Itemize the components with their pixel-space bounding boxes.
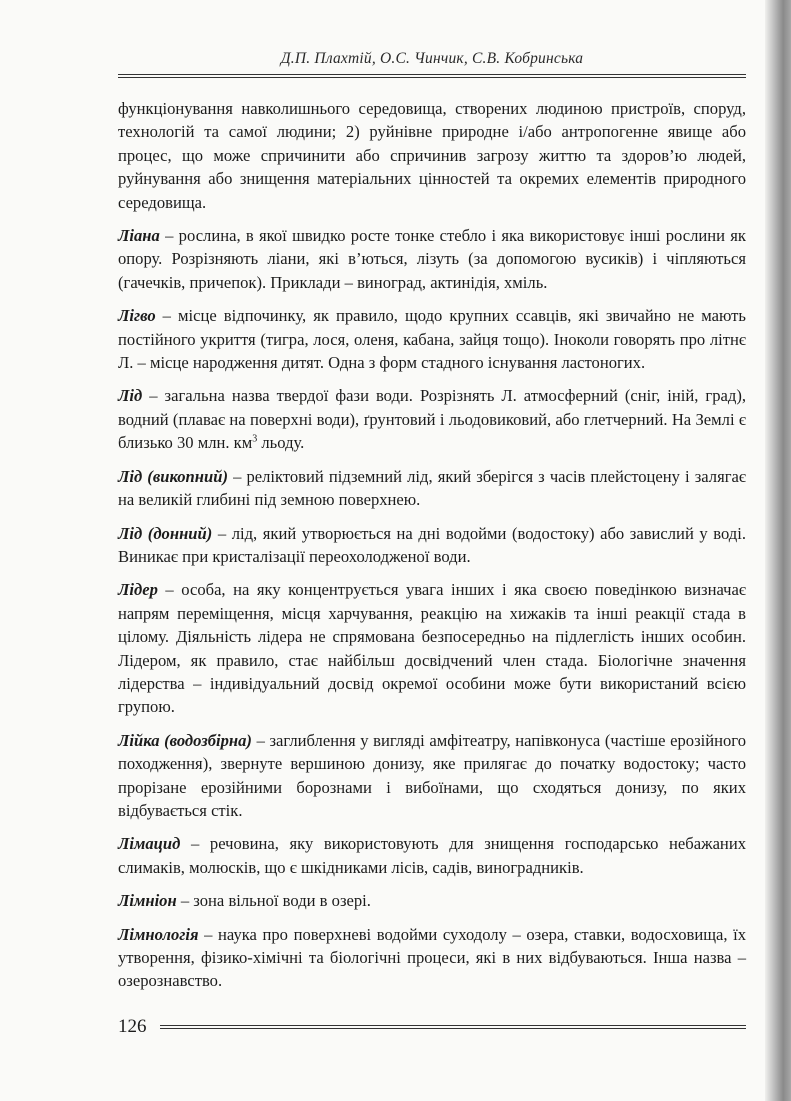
entry-ligvo: [118, 304, 746, 374]
entry-liika: [118, 729, 746, 823]
superscript: 3: [252, 433, 258, 445]
entry-limnion: [118, 889, 746, 912]
running-title: Д.П. Плахтій, О.С. Чинчик, С.В. Кобринська: [280, 50, 584, 67]
entry-liana: [118, 224, 746, 294]
entry-definition: – наука про поверхневі водойми суходолу – озера, ставки, водосховища, їх утворення, фізико-хімічні та біологічні процеси, які в них відбуваються. Інша назва – озерознавство.: [118, 924, 746, 991]
entry-lid-vykopnyi: [118, 465, 746, 512]
entry-term: Лімацид: [118, 834, 181, 854]
entry-definition: – лід, який утворюється на дні водойми (водостоку) або завислий у воді. Виникає при кристалізації переохолодженої води.: [118, 523, 746, 566]
page-gutter-shadow: [765, 0, 791, 1101]
entry-term: Лігво: [118, 306, 156, 326]
entry-term: Лімнологія: [118, 924, 199, 944]
entry-definition: – особа, на яку концентрується увага інших і яка своєю поведінкою визначає напрям переміщення, місця харчування, реакцію на хижаків та інші реакції стада в цілому. Діяльність лідера не спрямована безпосередньо на підлеглість інших особин. Лідером, як правило, стає найбільш досвідчений член стада. Біологічне значення лідерства – індивідуальний досвід окремої особини може бути використаний всією групою.: [118, 580, 746, 717]
entry-term: Лід (викопний): [118, 466, 228, 486]
entry-limatsyd: [118, 832, 746, 879]
page-footer: [118, 1016, 746, 1038]
entry-term: Лімніон: [118, 891, 177, 911]
entry-definition: – рослина, в якої швидко росте тонке стебло і яка використовує інші рослини як опору. Розрізняють ліани, які в’ються, лізуть (за допомогою вусиків) і чіпляються (гачечків, причепок). Приклади – виноград, актинідія, хміль.: [118, 226, 746, 292]
header-double-rule: [118, 74, 746, 78]
entry-lider: [118, 578, 746, 718]
entry-lid-donnyi: [118, 522, 746, 569]
entry-definition: – речовина, яку використовують для знищення господарсько небажаних слимаків, молюсків, що є шкідниками лісів, садів, виноградників.: [118, 834, 746, 877]
entry-term: Лід: [118, 386, 143, 406]
entry-definition: – зона вільної води в озері.: [176, 891, 371, 911]
entry-definition: – реліктовий підземний лід, який зберігся з часів плейстоцену і залягає на великій глибині під земною поверхнею.: [118, 466, 746, 510]
entry-limnolohiia: [118, 923, 746, 993]
entry-lid: [118, 384, 746, 454]
entry-term: Лідер: [118, 580, 158, 600]
entry-definition-tail: льоду.: [257, 433, 305, 453]
entry-term: Лійка (водозбірна): [118, 730, 252, 750]
entry-definition: – заглиблення у вигляді амфітеатру, напівконуса (частіше ерозійного походження), звернуте вершиною донизу, яке прилягає до початку водостоку; часто прорізане ерозійними борознами і вибоїнами, що сходяться донизу, по яких відбувається стік.: [118, 730, 746, 820]
entry-definition: – місце відпочинку, як правило, щодо крупних ссавців, які звичайно не мають постійного укриття (тигра, лося, оленя, кабана, зайця тощо). Іноколи говорять про літнє Л. – місце народження дитят. Одна з форм стадного існування ластоногих.: [118, 306, 746, 373]
page-number: 126: [118, 1016, 147, 1037]
entry-definition: – загальна назва твердої фази води. Розрізнять Л. атмосферний (сніг, іній, град), водний (плаває на поверхні води), ґрунтовий і льодовиковий, або глетчерний. На Землі є близько 30 млн. км: [118, 386, 746, 453]
dictionary-body: [118, 97, 746, 1003]
intro-continuation: функціонування навколишнього середовища, створених людиною пристроїв, споруд, технологій та самої людини; 2) руйнівне природне і/або антропогенне явище або процес, що може спричинити або спричинив загрозу життю та здоров’ю людей, руйнування або знищення матеріальних цінностей та окремих елементів природного середовища.: [118, 99, 746, 212]
footer-double-rule: [160, 1025, 746, 1029]
entry-term: Ліана: [118, 226, 160, 246]
entry-term: Лід (донний): [118, 523, 213, 543]
